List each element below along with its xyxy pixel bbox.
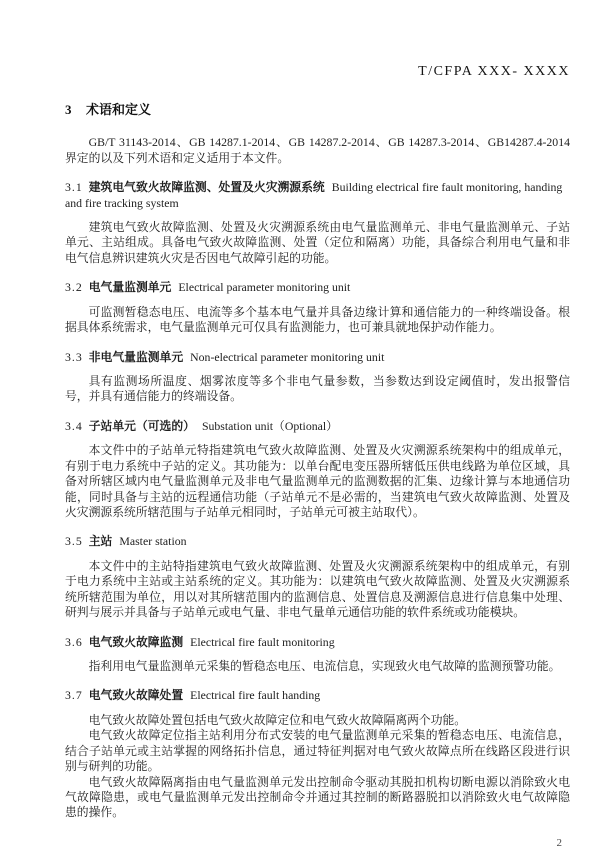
section-heading-3-4	[65, 419, 570, 435]
section-number: 3.6	[65, 634, 83, 649]
chapter-heading	[65, 102, 570, 118]
section-heading-3-2	[65, 280, 570, 296]
section-number: 3.5	[65, 534, 83, 549]
section-paragraph: 本文件中的子站单元特指建筑电气致火故障监测、处置及火灾溯源系统架构中的组成单元，有别于电力系统中子站的定义。其功能为：以单台配电变压器所辖低压供电线路为单位区域，具备对所辖区域内电气量监测单元及非电气量监测单元的监测数据的汇集、边缘计算与本地通信功能，同时具备与主站的远程通信功能（子站单元不是必需的，当建筑电气致火故障监测、处置及火灾溯源系统所辖范围与子站单元相同时，子站单元可被主站取代）。	[65, 443, 570, 519]
section-paragraph: 电气致火故障定位指主站利用分布式安装的电气量监测单元采集的暂稳态电压、电流信息，结合子站单元或主站掌握的网络拓扑信息，通过特征判据对电气致火故障点所在线路区段进行识别与研判的功能。	[65, 728, 570, 774]
section-title-zh: 非电气量监测单元	[88, 349, 184, 364]
section-number: 3.2	[65, 280, 83, 295]
chapter-title: 术语和定义	[86, 102, 152, 117]
section-title-zh: 电气量监测单元	[88, 280, 172, 295]
section-title-en: Electrical fire fault monitoring	[190, 634, 335, 649]
section-title-en: Master station	[119, 534, 187, 549]
section-paragraph: 本文件中的主站特指建筑电气致火故障监测、处置及火灾溯源系统架构中的组成单元，有别于电力系统中主站或主站系统的定义。其功能为：以建筑电气致火故障监测、处置及火灾溯源系统所辖范围为单位，用以对其所辖范围内的监测信息、处置信息及溯源信息进行信息集中处理、研判与展示并具备与子站单元或电气量、非电气量单元通信功能的软件系统或功能模块。	[65, 558, 570, 620]
section-title-zh: 主站	[88, 534, 113, 549]
page-number: 2	[556, 836, 562, 849]
section-title-en: Electrical fire fault handing	[190, 688, 321, 703]
section-number: 3.7	[65, 688, 83, 703]
section-number: 3.1	[65, 180, 83, 194]
section-heading-3-7	[65, 688, 570, 704]
section-paragraph: 建筑电气致火故障监测、处置及火灾溯源系统由电气量监测单元、非电气量监测单元、子站单元、主站组成。具备电气致火故障监测、处置（定位和隔离）功能，具备综合利用电气量和非电气信息辨识建筑火灾是否因电气故障引起的功能。	[65, 220, 570, 265]
standard-number-header: T/CFPA XXX- XXXX	[418, 64, 570, 79]
section-number: 3.4	[65, 418, 83, 433]
section-paragraph: 指利用电气量监测单元采集的暂稳态电压、电流信息，实现致火电气故障的监测预警功能。	[88, 659, 561, 673]
section-paragraph: 电气致火故障处置包括电气致火故障定位和电气致火故障隔离两个功能。	[88, 712, 467, 727]
section-paragraph: 电气致火故障隔离指由电气量监测单元发出控制命令驱动其脱扣机构切断电源以消除致火电气故障隐患，或电气量监测单元发出控制命令并通过其控制的断路器脱扣以消除致火电气故障隐患的操作。	[65, 774, 570, 820]
section-title-zh: 子站单元（可选的）	[88, 418, 195, 433]
intro-paragraph: GB/T 31143-2014、GB 14287.1-2014、GB 14287.2-2014、GB 14287.3-2014、GB14287.4-2014界定的以及下列术语和定义适用于本文件。	[65, 135, 570, 165]
section-title-zh: 建筑电气致火故障监测、处置及火灾溯源系统	[88, 180, 325, 194]
section-heading-3-3	[65, 350, 570, 366]
section-title-zh: 电气致火故障监测	[88, 634, 184, 649]
section-title-en: Building electrical fire fault monitoring, handing and fire tracking system	[65, 180, 563, 210]
section-title-zh: 电气致火故障处置	[88, 688, 184, 703]
section-heading-3-1	[65, 180, 570, 211]
section-title-en: Non-electrical parameter monitoring unit	[190, 349, 385, 364]
section-heading-3-6	[65, 635, 570, 651]
section-paragraph: 可监测暂稳态电压、电流等多个基本电气量并具备边缘计算和通信能力的一种终端设备。根据具体系统需求，电气量监测单元可仅具有监测能力，也可兼具就地保护动作能力。	[65, 304, 570, 335]
section-title-en: Substation unit（Optional）	[201, 418, 338, 433]
section-title-en: Electrical parameter monitoring unit	[178, 280, 351, 295]
chapter-number: 3	[65, 102, 72, 117]
section-heading-3-5	[65, 534, 570, 550]
section-paragraph: 具有监测场所温度、烟雾浓度等多个非电气量参数，当参数达到设定阈值时，发出报警信号，并具有通信能力的终端设备。	[65, 374, 570, 404]
section-number: 3.3	[65, 349, 83, 364]
